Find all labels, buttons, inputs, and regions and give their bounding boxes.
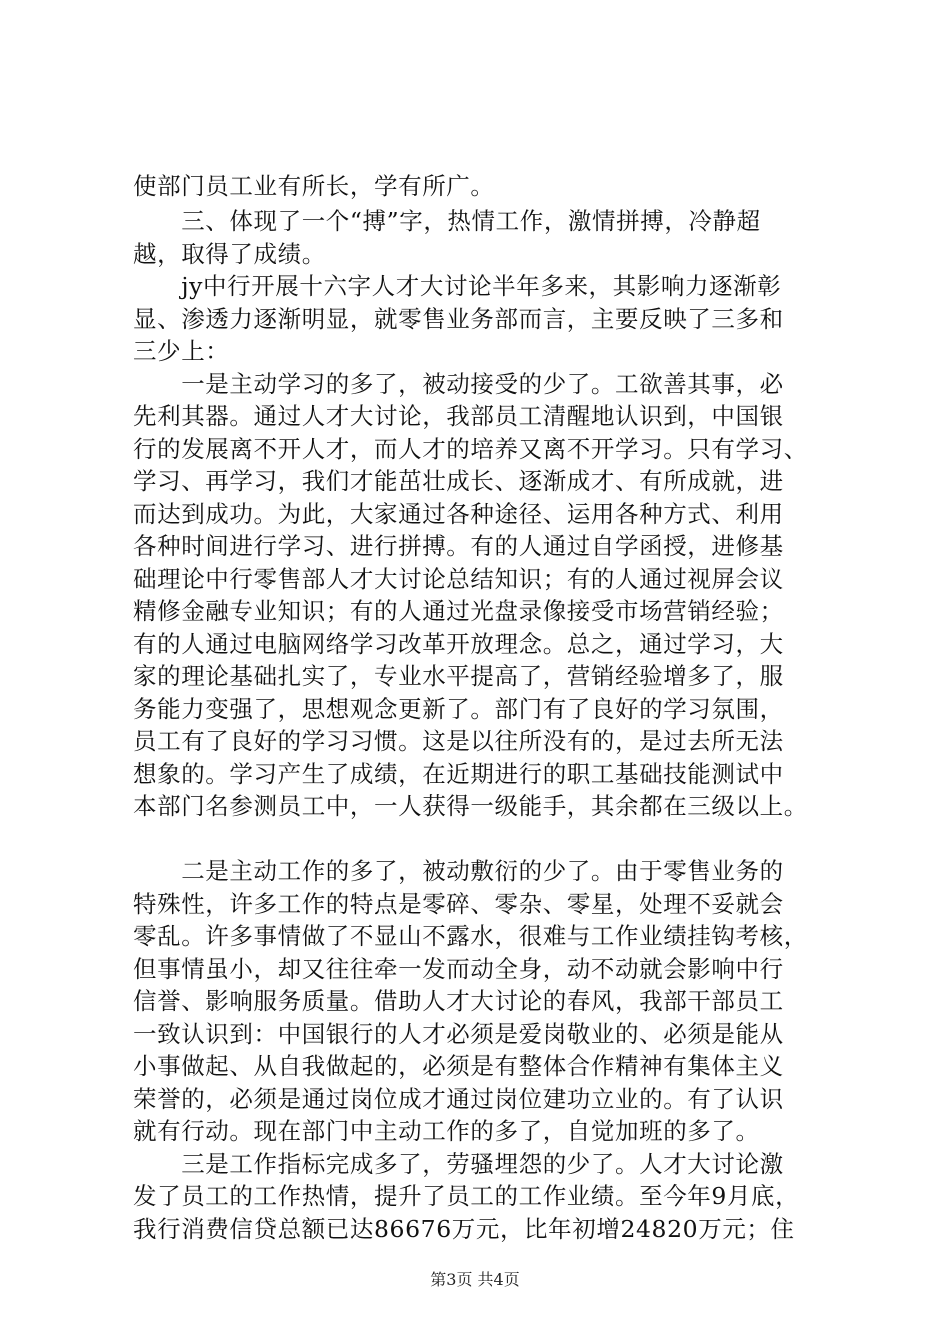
text-line-6: 三少上： [133, 337, 230, 365]
text-line-19: 想象的。学习产生了成绩，在近期进行的职工基础技能测试中 [133, 760, 784, 788]
text-line-5: 显、渗透力逐渐明显，就零售业务部而言，主要反映了三多和 [133, 305, 784, 333]
text-line-29: 就有行动。现在部门中主动工作的多了，自觉加班的多了。 [133, 1117, 760, 1145]
text-line-24: 但事情虽小，却又往往牵一发而动全身，动不动就会影响中行 [133, 955, 784, 983]
text-line-23: 零乱。许多事情做了不显山不露水，很难与工作业绩挂钩考核， [133, 922, 808, 950]
text-line-26: 一致认识到：中国银行的人才必须是爱岗敬业的、必须是能从 [133, 1020, 784, 1048]
text-line-30: 三是工作指标完成多了，劳骚埋怨的少了。人才大讨论激 [133, 1150, 784, 1178]
text-line-4: jy中行开展十六字人才大讨论半年多来，其影响力逐渐彰 [133, 272, 782, 300]
text-line-32: 我行消费信贷总额已达86676万元，比年初增24820万元；住 [133, 1215, 795, 1243]
text-line-8: 先利其器。通过人才大讨论，我部员工清醒地认识到，中国银 [133, 402, 784, 430]
text-line-13: 础理论中行零售部人才大讨论总结知识；有的人通过视屏会议 [133, 565, 784, 593]
text-line-11: 而达到成功。为此，大家通过各种途径、运用各种方式、利用 [133, 500, 784, 528]
text-line-17: 务能力变强了，思想观念更新了。部门有了良好的学习氛围， [133, 695, 784, 723]
text-line-18: 员工有了良好的学习习惯。这是以往所没有的，是过去所无法 [133, 727, 784, 755]
text-line-27: 小事做起、从自我做起的，必须是有整体合作精神有集体主义 [133, 1052, 784, 1080]
text-line-31: 发了员工的工作热情，提升了员工的工作业绩。至今年9月底， [133, 1182, 800, 1210]
text-line-7: 一是主动学习的多了，被动接受的少了。工欲善其事，必 [133, 370, 784, 398]
text-line-10: 学习、再学习，我们才能茁壮成长、逐渐成才、有所成就，进 [133, 467, 784, 495]
text-line-9: 行的发展离不开人才，而人才的培养又离不开学习。只有学习、 [133, 435, 808, 463]
text-line-15: 有的人通过电脑网络学习改革开放理念。总之，通过学习，大 [133, 630, 784, 658]
page-number-footer: 第3页 共4页 [430, 1270, 520, 1289]
text-line-3: 越，取得了成绩。 [133, 240, 326, 268]
text-line-16: 家的理论基础扎实了，专业水平提高了，营销经验增多了，服 [133, 662, 784, 690]
text-line-21: 二是主动工作的多了，被动敷衍的少了。由于零售业务的 [133, 857, 784, 885]
text-line-20: 本部门名参测员工中，一人获得一级能手，其余都在三级以上。 [133, 792, 808, 820]
text-line-28: 荣誉的，必须是通过岗位成才通过岗位建功立业的。有了认识 [133, 1085, 784, 1113]
text-line-1: 使部门员工业有所长，学有所广。 [133, 172, 495, 200]
text-line-12: 各种时间进行学习、进行拼搏。有的人通过自学函授，进修基 [133, 532, 784, 560]
text-line-2: 三、体现了一个“搏”字，热情工作，激情拼搏，冷静超 [133, 207, 761, 235]
text-line-25: 信誉、影响服务质量。借助人才大讨论的春风，我部干部员工 [133, 987, 784, 1015]
text-line-14: 精修金融专业知识；有的人通过光盘录像接受市场营销经验； [133, 597, 784, 625]
text-line-22: 特殊性，许多工作的特点是零碎、零杂、零星，处理不妥就会 [133, 890, 784, 918]
